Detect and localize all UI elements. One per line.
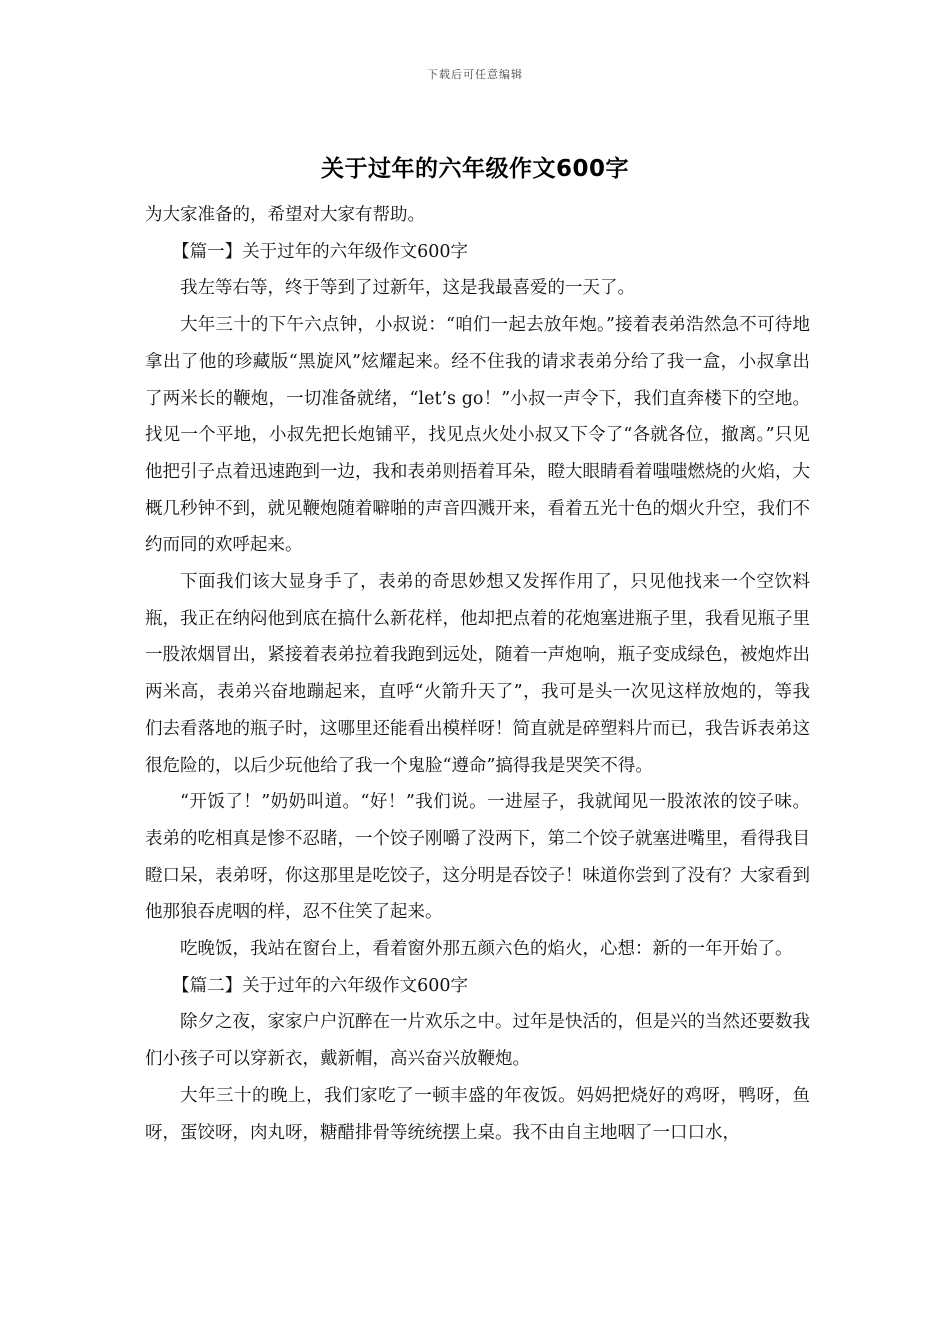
section-heading: 【篇二】关于过年的六年级作文600字: [172, 975, 469, 996]
paragraph: “开饭了！”奶奶叫道。“好！”我们说。一进屋子，我就闻见一股浓浓的饺子味。表弟的吃相真是惨不忍睹，一个饺子刚嚼了没两下，第二个饺子就塞进嘴里，看得我目瞪口呆，表弟呀，你这那里是吃饺子，这分明是吞饺子！味道你尝到了没有？大家看到他那狼吞虎咽的样，忍不住笑了起来。: [145, 792, 810, 923]
paragraph: 吃晚饭，我站在窗台上，看着窗外那五颜六色的焰火，心想：新的一年开始了。: [180, 939, 793, 960]
document-title: 关于过年的六年级作文600字: [320, 156, 629, 182]
paragraph: 下面我们该大显身手了，表弟的奇思妙想又发挥作用了，只见他找来一个空饮料瓶，我正在纳闷他到底在搞什么新花样，他却把点着的花炮塞进瓶子里，我看见瓶子里一股浓烟冒出，紧接着表弟拉着我跑到远处，随着一声炮响，瓶子变成绿色，被炮炸出两米高，表弟兴奋地蹦起来，直呼“火箭升天了”，我可是头一次见这样放炮的，等我们去看落地的瓶子时，这哪里还能看出模样呀！简直就是碎塑料片而已，我告诉表弟这很危险的，以后少玩他给了我一个鬼脸“遵命”搞得我是哭笑不得。: [145, 572, 810, 776]
paragraph: 除夕之夜，家家户户沉醉在一片欢乐之中。过年是快活的，但是兴的当然还要数我们小孩子可以穿新衣，戴新帽，高兴奋兴放鞭炮。: [145, 1012, 810, 1070]
paragraph: 我左等右等，终于等到了过新年，这是我最喜爱的一天了。: [180, 278, 635, 299]
section-heading: 【篇一】关于过年的六年级作文600字: [172, 241, 469, 262]
paragraph: 大年三十的下午六点钟，小叔说：“咱们一起去放年炮。”接着表弟浩然急不可待地拿出了他的珍藏版“黑旋风”炫耀起来。经不住我的请求表弟分给了我一盒，小叔拿出了两米长的鞭炮，一切准备就绪，“let’s go！”小叔一声令下，我们直奔楼下的空地。找见一个平地，小叔先把长炮铺平，找见点火处小叔又下令了“各就各位，撤离。”只见他把引子点着迅速跑到一边，我和表弟则捂着耳朵，瞪大眼睛看着嗤嗤燃烧的火焰，大概几秒钟不到，就见鞭炮随着噼啪的声音四溅开来，看着五光十色的烟火升空，我们不约而同的欢呼起来。: [145, 315, 810, 556]
document-body: [145, 197, 810, 1151]
intro-paragraph: 为大家准备的，希望对大家有帮助。: [145, 205, 425, 225]
paragraph: 大年三十的晚上，我们家吃了一顿丰盛的年夜饭。妈妈把烧好的鸡呀，鸭呀，鱼呀，蛋饺呀，肉丸呀，糖醋排骨等统统摆上桌。我不由自主地咽了一口口水，: [145, 1085, 810, 1143]
header-note: 下载后可任意编辑: [427, 68, 523, 81]
